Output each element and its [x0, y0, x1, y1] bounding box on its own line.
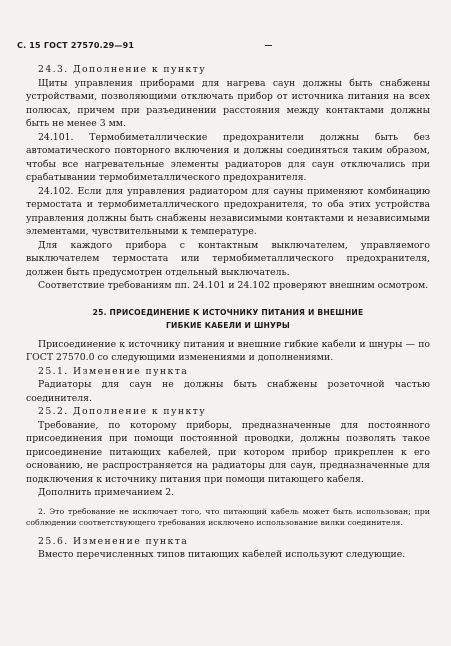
clause-heading-25-6: 25.6. Изменение пункта [38, 535, 189, 547]
clause-heading-25-1: 25.1. Изменение пункта [38, 365, 189, 377]
paragraph: Щиты управления приборами для нагрева саун должны быть снабжены устройствами, позволяющими отключать прибор от источника питания на всех полюсах, причем при разъединении расстояния между контактами должны быть не менее 3 мм. [26, 77, 430, 129]
paragraph: 24.102. Если для управления радиатором для сауны применяют комбинацию термостата и термобиметаллического предохранителя, то оба этих устройства управления должны быть снабжены независимыми контактами и независимыми элементами, чувствительными к температуре. [26, 185, 430, 237]
paragraph: 24.101. Термобиметаллические предохранители должны быть без автоматического повторного включения и должны соединяться таким образом, чтобы все нагревательные элементы радиаторов для саун отключались при срабатывании термобиметаллического предохранителя. [26, 131, 430, 183]
paragraph: Для каждого прибора с контактным выключателем, управляемого выключателем термостата или термобиметаллического предохранителя, должен быть предусмотрен отдельный выключатель. [26, 239, 430, 278]
page-header: С. 15 ГОСТ 27570.29—91 [17, 41, 135, 50]
header-mark [265, 45, 272, 46]
clause-heading-24-3: 24.3. Дополнение к пункту [38, 64, 207, 75]
paragraph: Вместо перечисленных типов питающих кабелей используют следующие. [38, 549, 406, 560]
paragraph: Радиаторы для саун не должны быть снабжены розеточной частью соединителя. [26, 379, 430, 404]
clause-heading-25-2: 25.2. Дополнение к пункту [38, 406, 207, 417]
paragraph: Дополнить примечанием 2. [38, 487, 175, 498]
section-title-line-1: 25. ПРИСОЕДИНЕНИЕ К ИСТОЧНИКУ ПИТАНИЯ И ВНЕШНИЕ [92, 307, 364, 317]
document-body [26, 63, 430, 562]
section-title-line-2: ГИБКИЕ КАБЕЛИ И ШНУРЫ [166, 320, 290, 330]
paragraph: Требование, по которому приборы, предназначенные для постоянного присоединения при помощи постоянной проводки, должны позволять такое присоединение питающих кабелей, при котором прибор прикреплен к его основанию, не распространяется на радиаторы для саун, предназначенные для подключения к источнику питания при помощи питающего кабеля. [26, 419, 430, 485]
paragraph: Соответствие требованиям пп. 24.101 и 24.102 проверяют внешним осмотром. [38, 280, 429, 291]
note-2: 2. Это требование не исключает того, что питающий кабель может быть использован; при соблюдении соответствующего требования исключено использование вилки соединителя. [26, 506, 430, 527]
paragraph: Присоединение к источнику питания и внешние гибкие кабели и шнуры — по ГОСТ 27570.0 со следующими изменениями и дополнениями. [26, 338, 430, 363]
